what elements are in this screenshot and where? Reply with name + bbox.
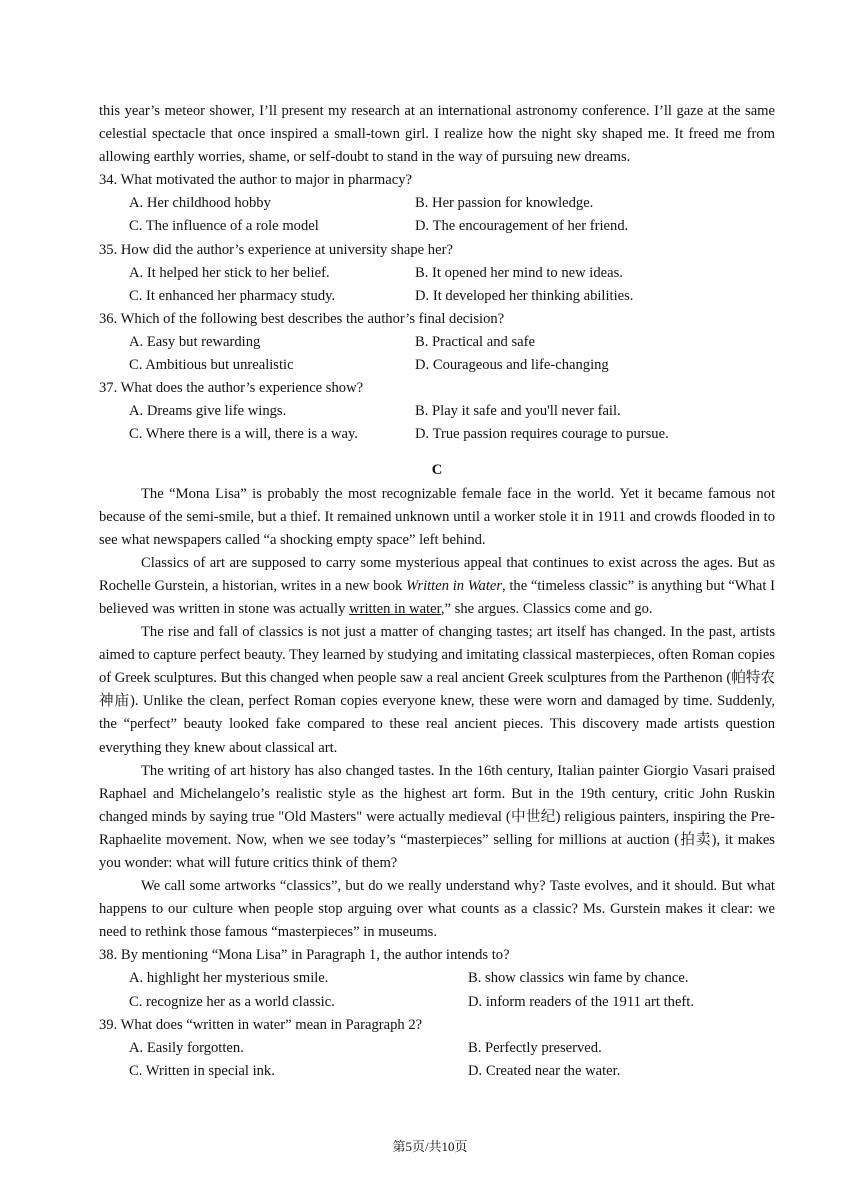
option-a: A. It helped her stick to her belief. xyxy=(129,264,330,281)
option-b: B. Perfectly preserved. xyxy=(468,1039,602,1056)
question-34 xyxy=(99,169,775,238)
option-c: C. It enhanced her pharmacy study. xyxy=(129,287,336,304)
page-number: 第5页/共10页 xyxy=(392,1139,468,1154)
question-stem: 39. What does “written in water” mean in Paragraph 2? xyxy=(99,1016,423,1033)
option-a: A. Easy but rewarding xyxy=(129,333,261,350)
option-b: B. show classics win fame by chance. xyxy=(468,970,689,987)
question-stem: 37. What does the author’s experience show? xyxy=(99,380,364,397)
page-content xyxy=(99,100,775,1083)
intro-paragraph: this year’s meteor shower, I’ll present my research at an international astronomy conference. I’ll gaze at the same celestial spectacle that once inspired a small-town girl. I realize how the night sky shaped me. It freed me from allowing earthly worries, shame, or self-doubt to stand in the way of pursuing new dreams. xyxy=(99,103,775,166)
option-c: C. Written in special ink. xyxy=(129,1062,275,1079)
paragraph-text: Classics of art are supposed to carry some mysterious appeal that continues to exist across the ages. But as Rochelle Gurstein, a historian, writes in a new book xyxy=(99,554,775,594)
option-d: D. Created near the water. xyxy=(468,1062,621,1079)
passage-paragraph-5: We call some artworks “classics”, but do we really understand why? Taste evolves, and it should. But what happens to our culture when people stop arguing over what counts as a classic? Ms. Gurstein makes it clear: we need to rethink those famous “masterpieces” in museums. xyxy=(99,878,775,941)
book-title: Written in Water xyxy=(406,577,503,594)
options xyxy=(99,331,775,377)
option-d: D. inform readers of the 1911 art theft. xyxy=(468,993,694,1010)
option-b: B. Play it safe and you'll never fail. xyxy=(415,403,621,420)
question-38 xyxy=(99,944,775,1013)
option-c: C. Where there is a will, there is a way. xyxy=(129,426,358,443)
option-d: D. True passion requires courage to pursue. xyxy=(415,426,669,443)
options xyxy=(99,1037,775,1083)
option-a: A. highlight her mysterious smile. xyxy=(129,970,329,987)
underlined-phrase: written in water xyxy=(349,600,441,617)
question-35 xyxy=(99,239,775,308)
question-39 xyxy=(99,1014,775,1083)
option-d: D. The encouragement of her friend. xyxy=(415,218,629,235)
option-c: C. The influence of a role model xyxy=(129,218,319,235)
question-stem: 34. What motivated the author to major in pharmacy? xyxy=(99,172,412,189)
option-a: A. Easily forgotten. xyxy=(129,1039,244,1056)
option-a: A. Dreams give life wings. xyxy=(129,403,287,420)
option-d: D. Courageous and life-changing xyxy=(415,357,609,374)
options xyxy=(99,262,775,308)
option-b: B. Her passion for knowledge. xyxy=(415,195,594,212)
question-36 xyxy=(99,308,775,377)
option-b: B. It opened her mind to new ideas. xyxy=(415,264,623,281)
option-d: D. It developed her thinking abilities. xyxy=(415,287,634,304)
options xyxy=(99,967,775,1013)
section-heading: C xyxy=(431,462,443,479)
passage-paragraph-4: The writing of art history has also changed tastes. In the 16th century, Italian painter Giorgio Vasari praised Raphael and Michelangelo’s realistic style as the highest art form. But in the 19th century, critic John Ruskin changed minds by saying true "Old Masters" were actually medieval (中世纪) religious painters, inspiring the Pre-Raphaelite movement. Now, when we see today’s “masterpieces” selling for millions at auction (拍卖), it makes you wonder: what will future critics think of them? xyxy=(99,762,775,871)
question-stem: 35. How did the author’s experience at university shape her? xyxy=(99,241,453,258)
option-c: C. recognize her as a world classic. xyxy=(129,993,335,1010)
option-a: A. Her childhood hobby xyxy=(129,195,271,212)
passage-paragraph-3: The rise and fall of classics is not just a matter of changing tastes; art itself has changed. In the past, artists aimed to capture perfect beauty. They learned by studying and imitating classical masterpieces, often Roman copies of Greek sculptures. But this changed when people saw a real ancient Greek sculptures from the Parthenon (帕特农神庙). Unlike the clean, perfect Roman copies everyone knew, these were worn and damaged by time. Suddenly, the “perfect” beauty looked fake compared to these real ancient pieces. This discovery made artists question everything they knew about classical art. xyxy=(99,624,775,756)
option-b: B. Practical and safe xyxy=(415,333,535,350)
options xyxy=(99,400,775,446)
passage-paragraph-2 xyxy=(99,552,775,621)
question-37 xyxy=(99,377,775,446)
option-c: C. Ambitious but unrealistic xyxy=(129,357,294,374)
question-stem: 36. Which of the following best describes the author’s final decision? xyxy=(99,310,505,327)
paragraph-text: , the “timeless classic” is anything but “What I believed was written in stone was actually xyxy=(99,577,775,617)
options xyxy=(99,192,775,238)
question-stem: 38. By mentioning “Mona Lisa” in Paragraph 1, the author intends to? xyxy=(99,947,510,964)
paragraph-text: ,” she argues. Classics come and go. xyxy=(440,600,653,617)
passage-paragraph-1: The “Mona Lisa” is probably the most recognizable female face in the world. Yet it became famous not because of the semi-smile, but a thief. It remained unknown until a worker stole it in 1911 and crowds flooded in to see what newspapers called “a shocking empty space” left behind. xyxy=(99,485,775,548)
